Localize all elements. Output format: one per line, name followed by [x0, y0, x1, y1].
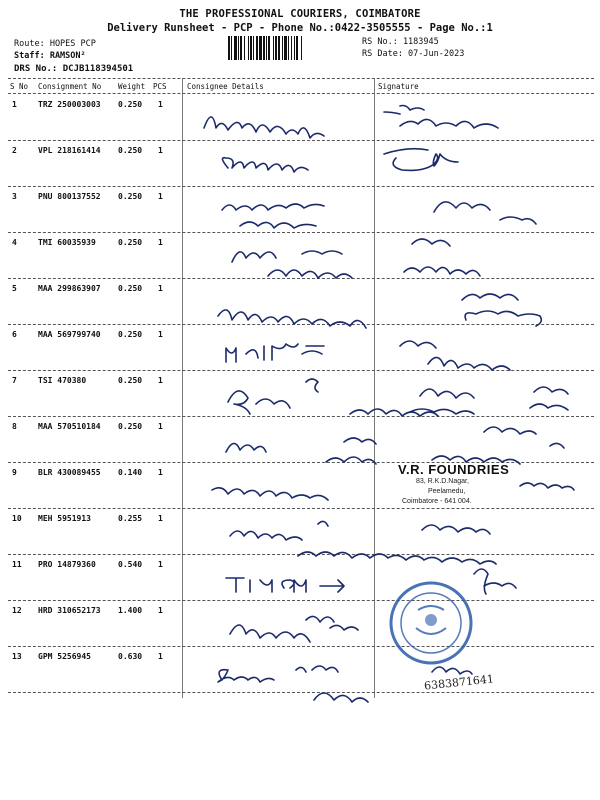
document-subtitle: Delivery Runsheet - PCP - Phone No.:0422-3505555 - Page No.:1	[107, 22, 493, 34]
drs-number: DRS No.: DCJB118394501	[14, 64, 134, 74]
cell-sno: 8	[12, 422, 17, 431]
handwritten-phone-number: 6383871641	[423, 672, 495, 693]
col-header-sno: S No	[10, 82, 29, 91]
signature-row-5b	[462, 294, 541, 326]
cell-consignment-no: TRZ 250003003	[38, 100, 101, 109]
cell-weight: 0.630	[118, 652, 143, 661]
row-separator	[8, 600, 594, 601]
company-stamp-text	[398, 462, 509, 507]
cell-weight: 0.250	[118, 146, 143, 155]
row-separator	[8, 232, 594, 233]
cell-weight: 0.250	[118, 192, 143, 201]
cell-consignment-no: GPM 5256945	[38, 652, 91, 661]
signature-row-5	[218, 310, 366, 328]
signature-row-3b	[434, 202, 536, 224]
signature-row-1	[204, 117, 324, 138]
signature-row-7	[228, 379, 438, 416]
cell-weight: 0.540	[118, 560, 143, 569]
cell-weight: 0.250	[118, 100, 143, 109]
signature-row-6	[226, 344, 324, 362]
cell-pcs: 1	[158, 376, 163, 385]
row-separator	[8, 416, 594, 417]
cell-pcs: 1	[158, 606, 163, 615]
signature-row-13b	[432, 667, 472, 674]
cell-weight: 0.250	[118, 284, 143, 293]
cell-pcs: 1	[158, 238, 163, 247]
row-separator	[8, 554, 594, 555]
cell-pcs: 1	[158, 652, 163, 661]
cell-sno: 11	[12, 560, 22, 569]
cell-pcs: 1	[158, 330, 163, 339]
signature-row-4b	[404, 239, 480, 276]
row-separator	[8, 140, 594, 141]
cell-sno: 1	[12, 100, 17, 109]
cell-weight: 0.250	[118, 238, 143, 247]
cell-sno: 5	[12, 284, 17, 293]
cell-weight: 0.140	[118, 468, 143, 477]
route-label: Route: HOPES PCP	[14, 39, 96, 49]
cell-weight: 0.250	[118, 422, 143, 431]
signature-row-7b	[410, 387, 568, 414]
col-header-pcs: PCS	[153, 82, 167, 91]
cell-consignment-no: MAA 569799740	[38, 330, 101, 339]
row-separator	[8, 324, 594, 325]
stamp-company-name: V.R. FOUNDRIES	[398, 462, 510, 477]
cell-consignment-no: TMI 60035939	[38, 238, 96, 247]
rs-number: RS No.: 1183945	[362, 37, 439, 47]
cell-consignment-no: TSI 470380	[38, 376, 87, 385]
cell-pcs: 1	[158, 100, 163, 109]
stamp-address-line-3: Coimbatore - 641 004.	[402, 498, 472, 505]
cell-consignment-no: PNU 800137552	[38, 192, 101, 201]
document-title: THE PROFESSIONAL COURIERS, COIMBATORE	[179, 8, 421, 20]
cell-sno: 10	[12, 514, 22, 523]
signature-row-2	[222, 158, 308, 172]
signature-row-8b	[432, 427, 564, 464]
signature-row-1b	[384, 106, 498, 129]
stamp-address-line-2: Peelamedu,	[428, 488, 466, 495]
cell-consignment-no: MAA 570510184	[38, 422, 101, 431]
table-top-rule	[8, 78, 594, 79]
cell-consignment-no: HRD 310652173	[38, 606, 101, 615]
cell-sno: 12	[12, 606, 22, 615]
cell-pcs: 1	[158, 468, 163, 477]
cell-weight: 0.250	[118, 330, 143, 339]
cell-weight: 0.250	[118, 376, 143, 385]
cell-sno: 4	[12, 238, 17, 247]
cell-pcs: 1	[158, 560, 163, 569]
cell-consignment-no: MEH 5951913	[38, 514, 91, 523]
cell-consignment-no: VPL 218161414	[38, 146, 101, 155]
row-separator	[8, 186, 594, 187]
signature-row-3	[222, 204, 324, 228]
barcode	[228, 36, 356, 60]
column-divider-signature	[374, 78, 375, 698]
cell-weight: 0.255	[118, 514, 143, 523]
stamp-address-line-1: 83, R.K.D.Nagar,	[416, 478, 469, 485]
signature-row-10	[230, 521, 496, 564]
cell-sno: 6	[12, 330, 17, 339]
barcode-bar	[302, 36, 303, 60]
signature-row-4	[232, 251, 352, 278]
signature-row-8	[226, 438, 376, 464]
col-header-weight: Weight	[118, 82, 146, 91]
signature-row-2b	[384, 149, 458, 171]
cell-consignment-no: PRO 14879360	[38, 560, 96, 569]
cell-sno: 7	[12, 376, 17, 385]
signature-row-13	[218, 666, 368, 702]
col-header-consignee: Consignee Details	[187, 82, 264, 91]
cell-sno: 13	[12, 652, 22, 661]
header-rule	[8, 93, 594, 94]
cell-consignment-no: MAA 299863907	[38, 284, 101, 293]
signature-row-12	[230, 616, 358, 642]
cell-pcs: 1	[158, 422, 163, 431]
row-separator	[8, 646, 594, 647]
col-header-signature: Signature	[378, 82, 419, 91]
cell-pcs: 1	[158, 284, 163, 293]
row-separator	[8, 508, 594, 509]
row-separator	[8, 278, 594, 279]
cell-consignment-no: BLR 430089455	[38, 468, 101, 477]
signature-row-11	[226, 578, 344, 592]
col-header-consignment: Consignment No	[38, 82, 102, 91]
cell-sno: 9	[12, 468, 17, 477]
cell-pcs: 1	[158, 192, 163, 201]
rs-date: RS Date: 07-Jun-2023	[362, 49, 465, 59]
round-seal-icon	[388, 580, 474, 666]
signature-row-9b	[520, 483, 574, 490]
cell-pcs: 1	[158, 514, 163, 523]
row-separator	[8, 370, 594, 371]
signature-row-10b	[422, 525, 490, 534]
cell-sno: 3	[12, 192, 17, 201]
column-divider-consignee	[182, 78, 183, 698]
cell-sno: 2	[12, 146, 17, 155]
staff-label: Staff: RAMSON²	[14, 51, 86, 61]
signature-row-9	[212, 488, 328, 500]
cell-weight: 1.400	[118, 606, 143, 615]
row-separator	[8, 692, 594, 693]
cell-pcs: 1	[158, 146, 163, 155]
signature-row-6b	[400, 341, 510, 370]
signature-row-11b	[474, 569, 516, 594]
